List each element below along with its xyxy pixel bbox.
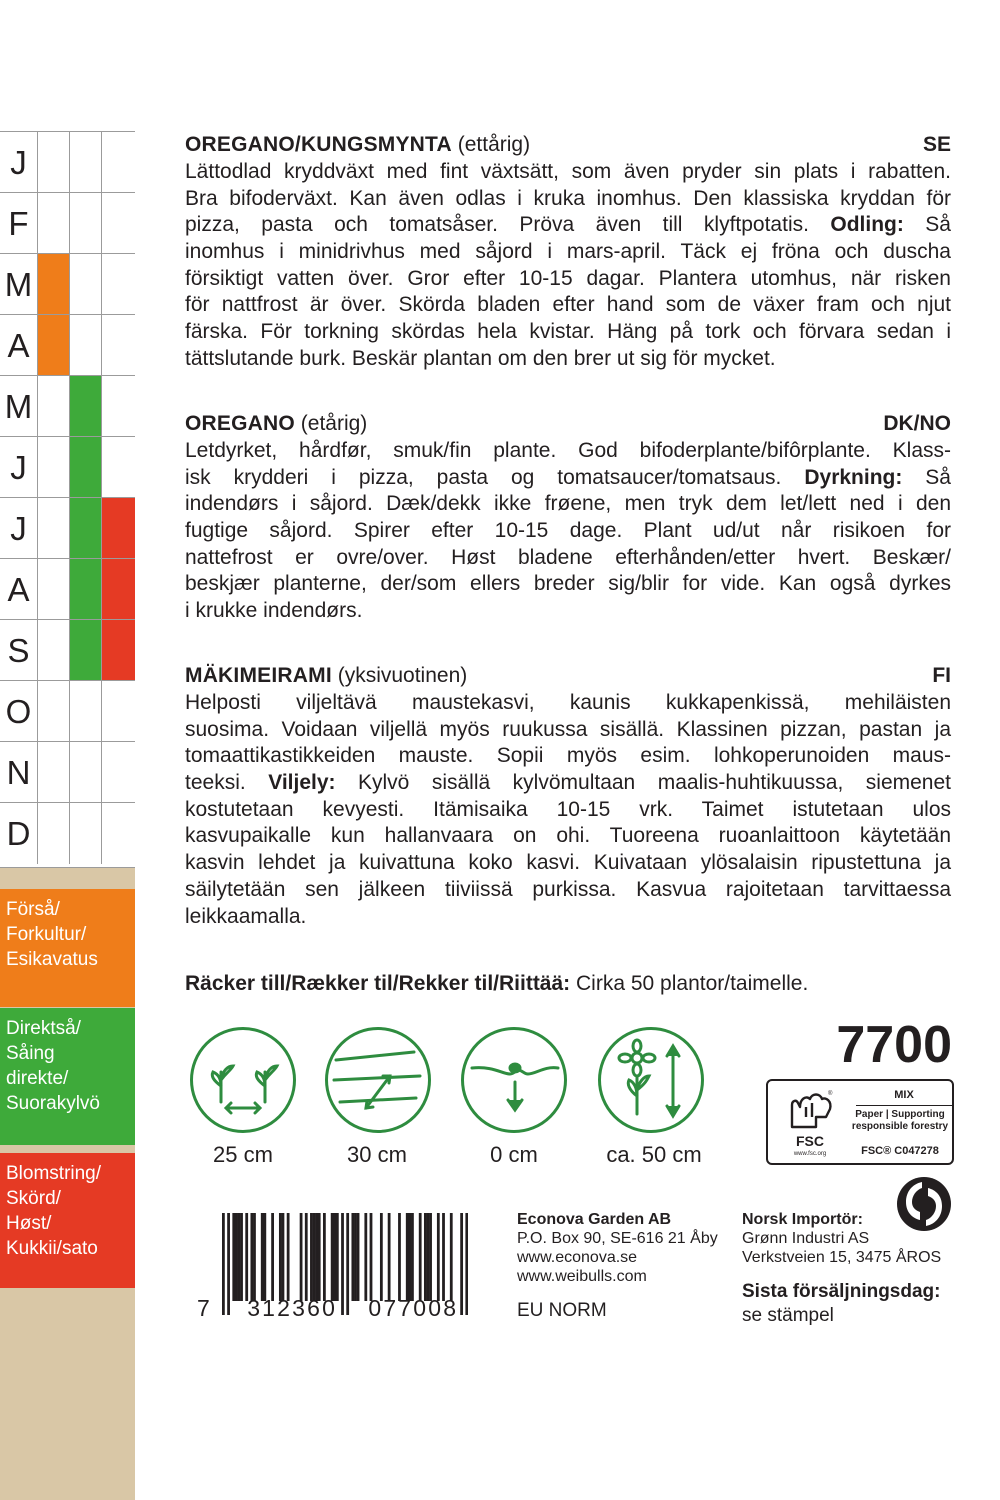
presowing-cell [37,132,69,193]
barcode-bar [238,1213,241,1301]
barcode-bar [253,1213,256,1301]
barcode-bar [318,1213,321,1301]
month-letter: O [5,693,32,730]
barcode-bar [419,1213,422,1301]
calendar-month-row [0,192,135,253]
legend-direct-line: Såing [6,1043,55,1064]
body-text-line [185,159,951,186]
direct-sowing-cell [69,193,101,254]
text-run: Bra bifoderväxt. Kan även odlas i kruka inomhus. Den klassiska kryddan för [185,186,951,210]
section-subtitle: (ettårig) [457,133,531,156]
text-run: försiktigt vatten över. Gror efter 10-15 dagar. Plantera utomhus, när risken [185,266,951,290]
section-body [185,159,951,373]
eu-norm: EU NORM [517,1300,607,1321]
section-subtitle: (etårig) [300,412,368,435]
body-text-line [185,292,951,319]
plant-spacing-icon [190,1027,296,1133]
text-run: Lättodlad kryddväxt med fint växtsätt, som även pryder sin plats i rabatten. [185,160,951,183]
language-code: FI [932,664,951,687]
barcode-bar [364,1213,367,1301]
fsc-label: FSC [796,1133,824,1149]
body-text-line [185,571,951,598]
article-number: 7700 [836,1016,952,1074]
barcode-bar [240,1213,243,1301]
body-text-line [185,465,951,492]
fsc-description-line: responsible forestry [851,1121,949,1132]
presowing-cell [37,803,69,864]
section-body [185,438,951,625]
legend-direct-line: Suorakylvö [6,1093,100,1114]
section-danish-norwegian [185,410,951,625]
sowing-depth-icon [461,1027,567,1133]
barcode-bar [450,1213,453,1301]
body-text-line [185,904,951,931]
calendar-grid [0,131,135,867]
direct-sowing-cell [69,742,101,803]
text-run: säilytetään sen jälkeen tiiviissä purkissa. Kasvua rajoitetaan tarvittaessa [185,877,951,901]
calendar-month-row [0,253,135,314]
text-run: fugtige såjord. Spirer efter 10-15 dage. Plant ud/ut når risikoen for [185,519,951,543]
text-run: kasvupaikalle kun hallanvaara on ohi. Tuoreena ruoanlaittoon käytetään [185,824,951,848]
barcode-bar [351,1213,354,1301]
section-title: OREGANO [185,412,295,435]
section-title: MÄKIMEIRAMI [185,664,332,687]
harvest-cell [101,132,135,193]
legend-harvest [0,1153,135,1288]
body-text-line [185,743,951,770]
text-run: beskjær planterne, der/som ellers breder sig/blir for vide. Kan også dyrkes [185,572,951,596]
company-website: www.weibulls.com [517,1268,647,1285]
barcode-bar [333,1213,336,1301]
harvest-cell [101,315,135,376]
presowing-cell [37,620,69,681]
presowing-cell [37,559,69,620]
barcode-bar [305,1213,308,1301]
barcode-bar [429,1213,432,1301]
presowing-cell [37,742,69,803]
harvest-cell [101,193,135,254]
presowing-cell [37,681,69,742]
calendar-month-row [0,802,135,863]
barcode-bar [380,1213,383,1301]
direct-sowing-cell [69,681,101,742]
fsc-divider [856,1105,952,1106]
direct-sowing-cell [69,559,101,620]
importer-info [742,1210,941,1267]
calendar-divider [0,867,135,868]
harvest-cell [101,437,135,498]
presowing-cell [37,254,69,315]
month-letter: M [4,266,33,303]
month-letter: D [6,815,31,852]
presowing-cell [37,315,69,376]
text-run: Så [903,213,951,237]
body-text-line [185,438,951,465]
section-subtitle: (yksivuotinen) [337,664,468,687]
body-text-line [185,877,951,904]
barcode-bar [442,1213,445,1301]
barcode-left-digits: 312360 [247,1295,338,1321]
row-spacing-label: 30 cm [347,1142,407,1167]
month-letter: A [7,327,30,364]
fsc-code: FSC® C047278 [861,1145,939,1157]
barcode-bar [437,1213,440,1301]
section-finnish [185,662,951,930]
coverage-value: Cirka 50 plantor/taimelle. [576,972,809,995]
month-letter: A [7,571,30,608]
body-text-line [185,690,951,717]
barcode-bar [279,1213,282,1301]
barcode-bar [250,1213,253,1301]
direct-sowing-cell [69,498,101,559]
text-run: inomhus i minidrivhus med såjord i mars-april. Täck ej fröna och duscha [185,240,951,264]
text-run: leikkaamalla. [185,904,307,928]
calendar-month-row [0,497,135,558]
barcode-bar [263,1213,266,1301]
barcode-bar [315,1213,318,1301]
text-run: Letdyrket, hårdfør, smuk/fin plante. God bifoderplante/bifôrplante. Klass- [185,439,951,462]
svg-text:®: ® [828,1091,833,1097]
importer-address: Verkstveien 15, 3475 ÅROS [742,1249,942,1266]
month-letter: N [6,754,31,791]
barcode-bar [408,1213,411,1301]
month-letter: F [8,205,29,242]
keyword: Dyrkning: [804,465,903,489]
row-spacing-icon [325,1027,431,1133]
barcode-bar [261,1213,264,1301]
sowing-calendar [0,131,135,1500]
harvest-cell [101,681,135,742]
legend-harvest-line: Blomstring/ [6,1163,102,1184]
harvest-cell [101,376,135,437]
section-body [185,690,951,930]
section-title: OREGANO/KUNGSMYNTA [185,133,452,156]
text-run: suosima. Voidaan viljellä myös ruukussa sisällä. Klassinen pizzan, pastan ja [185,717,951,741]
body-text-line [185,212,951,239]
body-text-line [185,850,951,877]
barcode-bar [336,1213,339,1301]
barcode-bar [271,1213,274,1301]
section-heading [185,410,951,438]
fsc-description-line: Paper | Supporting [855,1109,945,1120]
coverage-label: Räcker till/Rækker til/Rekker til/Riittää: [185,972,571,995]
fsc-description [848,1109,952,1133]
plant-height-label: ca. 50 cm [606,1142,702,1167]
calendar-month-row [0,375,135,436]
body-text-line [185,491,951,518]
presowing-cell [37,437,69,498]
company-address: P.O. Box 90, SE-616 21 Åby [517,1230,718,1247]
legend-presowing [0,889,135,1007]
text-run: Så [902,465,951,489]
language-code: DK/NO [883,412,951,435]
text-run: nattefrost er ovre/over. Høst bladene efterhånden/etter hvert. Beskær/ [185,545,951,569]
last-sale-title: Sista försäljningsdag: [742,1281,941,1302]
presowing-cell [37,498,69,559]
text-run: Helposti viljeltävä maustekasvi, kaunis kukkapenkissä, mehiläisten [185,691,951,714]
legend-direct-line: direkte/ [6,1068,69,1089]
harvest-cell [101,803,135,864]
legend-presowing-line: Forkultur/ [6,924,87,945]
calendar-month-row [0,680,135,741]
month-letter: J [10,144,27,181]
text-run: teeksi. [185,771,269,795]
legend-presowing-line: Esikavatus [6,949,98,970]
company-name: Econova Garden AB [517,1211,672,1228]
body-text-line [185,598,951,625]
direct-sowing-cell [69,437,101,498]
barcode-bar [398,1213,401,1301]
harvest-cell [101,254,135,315]
text-run: i krukke indendørs. [185,599,363,623]
barcode-bar [300,1213,303,1301]
coverage-info [185,970,808,998]
barcode-bar [354,1213,357,1301]
fsc-url: www.fsc.org [793,1151,827,1157]
body-text-line [185,717,951,744]
keyword: Viljely: [268,771,336,795]
month-letter: M [4,388,33,425]
fsc-certification [766,1079,954,1165]
text-run: kasvin lehdet ja kuivattuna koko kasvi. Kuivataan ylösalaisin ripustettuna ja [185,851,951,875]
barcode-bar [313,1213,316,1301]
text-run: isk krydderi i pizza, pasta og tomatsaucer/tomatsaus. [185,465,805,489]
barcode-bar [323,1213,326,1301]
legend-harvest-line: Kukkii/sato [6,1238,98,1259]
calendar-month-row [0,558,135,619]
barcode-bar [331,1213,334,1301]
barcode-bar [411,1213,414,1301]
month-letter: J [10,510,27,547]
body-text-line [185,266,951,293]
legend-direct-sowing [0,1008,135,1145]
body-text-line [185,797,951,824]
barcode-bar [287,1213,290,1301]
body-text-line [185,770,951,797]
sowing-depth-label: 0 cm [490,1142,538,1167]
presowing-cell [37,193,69,254]
section-heading [185,131,951,159]
direct-sowing-cell [69,315,101,376]
plant-height-icon [598,1027,704,1133]
barcode-bar [235,1213,238,1301]
legend-harvest-line: Høst/ [6,1213,52,1234]
body-text-line [185,823,951,850]
barcode-bar [427,1213,430,1301]
body-text-line [185,239,951,266]
barcode-bar [282,1213,285,1301]
last-sale-date [742,1280,940,1328]
calendar-month-row [0,436,135,497]
plant-spacing-label: 25 cm [213,1142,273,1167]
harvest-cell [101,620,135,681]
calendar-month-row [0,741,135,802]
text-run: för nattfrost är över. Skörda bladen efter hand som de växer fram och njut [185,293,951,317]
month-letter: S [7,632,30,669]
calendar-month-row [0,619,135,680]
direct-sowing-cell [69,376,101,437]
barcode-bar [406,1213,409,1301]
text-run: pizza, pasta och tomatsåser. Pröva även till klyftpotatis. [185,213,831,237]
legend-direct-line: Direktså/ [6,1018,81,1039]
body-text-line [185,346,951,373]
text-run: färska. För torkning skördas hela kvistar. Häng på tork och förvara sedan i [185,320,951,344]
barcode-number [197,1295,471,1322]
barcode-bar [232,1213,235,1301]
text-run: kostutetaan kevyesti. Itämisaika 10-15 vrk. Taimet istutetaan ulos [185,797,951,821]
text-run: indendørs i såjord. Dæk/dekk ikke frøene, men tryk dem let/lett ned i den [185,492,951,516]
barcode-bar [370,1213,373,1301]
body-text-line [185,545,951,572]
harvest-cell [101,559,135,620]
section-swedish [185,131,951,373]
text-run: tomaattikastikkeiden mauste. Sopii myös esim. lohkoperunoiden maus- [185,744,951,768]
calendar-month-row [0,131,135,192]
fsc-tree-icon [786,1087,836,1133]
barcode-right-digits: 077008 [368,1295,459,1321]
barcode-bar [310,1213,313,1301]
last-sale-value: se stämpel [742,1305,834,1326]
month-letter: J [10,449,27,486]
barcode-bar [388,1213,391,1301]
text-run: tättslutande burk. Beskär plantan om den brer ut sig för mycket. [185,346,776,370]
company-info [517,1210,718,1286]
direct-sowing-cell [69,620,101,681]
barcode-first-digit: 7 [197,1295,212,1321]
body-text-line [185,319,951,346]
importer-title: Norsk Importör: [742,1211,863,1228]
calendar-month-row [0,314,135,375]
keyword: Odling: [830,213,904,237]
harvest-cell [101,742,135,803]
presowing-cell [37,376,69,437]
harvest-cell [101,498,135,559]
direct-sowing-cell [69,254,101,315]
direct-sowing-cell [69,803,101,864]
language-code: SE [922,133,951,156]
section-heading [185,662,951,690]
barcode-bar [357,1213,360,1301]
legend-presowing-line: Förså/ [6,899,60,920]
fsc-mix: MIX [894,1089,914,1101]
company-website: www.econova.se [517,1249,638,1266]
direct-sowing-cell [69,132,101,193]
importer-name: Grønn Industri AS [742,1230,870,1247]
text-run: Kylvö sisällä kylvömultaan maalis-huhtikuussa, siemenet [335,771,951,795]
body-text-line [185,518,951,545]
barcode-bar [245,1213,248,1301]
body-text-line [185,186,951,213]
barcode-bar [424,1213,427,1301]
legend-harvest-line: Skörd/ [6,1188,61,1209]
